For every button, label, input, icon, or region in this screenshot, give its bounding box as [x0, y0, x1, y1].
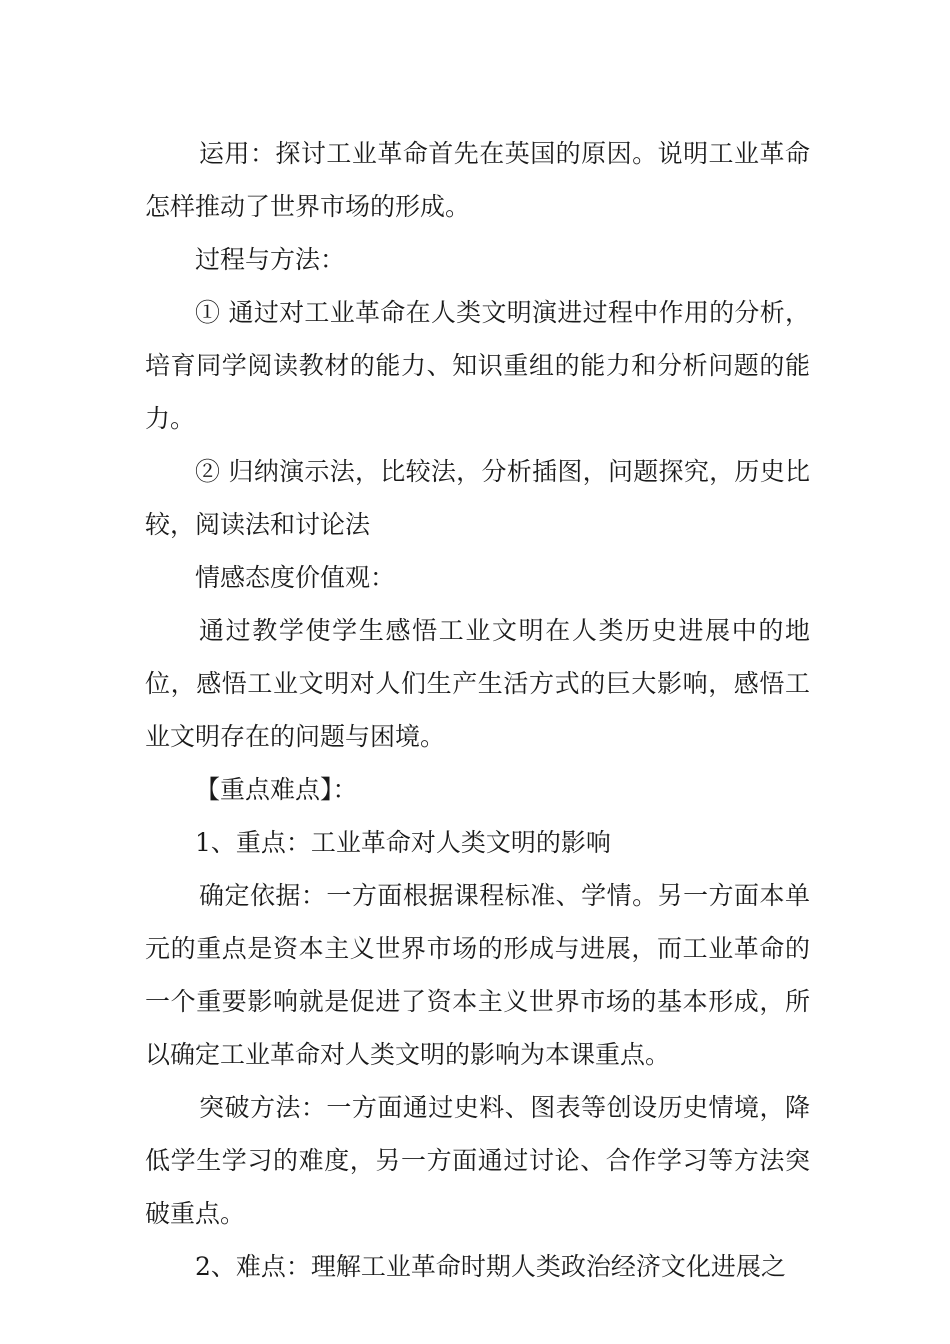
paragraph-item-2: ② 归纳演示法，比较法，分析插图，问题探究，历史比较，阅读法和讨论法	[145, 457, 810, 539]
heading-process-and-method: 过程与方法：	[195, 245, 346, 274]
paragraph-application: 运用：探讨工业革命首先在英国的原因。说明工业革命怎样推动了世界市场的形成。	[145, 139, 810, 221]
paragraph-breakthrough-method: 突破方法：一方面通过史料、图表等创设历史情境，降低学生学习的难度，另一方面通过讨论、合作学习等方法突破重点。	[145, 1093, 810, 1228]
heading-emotional-values: 情感态度价值观：	[195, 563, 396, 592]
paragraph-values: 通过教学使学生感悟工业文明在人类历史进展中的地位，感悟工业文明对人们生产生活方式的巨大影响，感悟工业文明存在的问题与困境。	[145, 616, 810, 751]
paragraph-item-1: ① 通过对工业革命在人类文明演进过程中作用的分析，培育同学阅读教材的能力、知识重组的能力和分析问题的能力。	[145, 298, 810, 433]
paragraph-basis: 确定依据：一方面根据课程标准、学情。另一方面本单元的重点是资本主义世界市场的形成与进展，而工业革命的一个重要影响就是促进了资本主义世界市场的基本形成，所以确定工业革命对人类文明的影响为本课重点。	[145, 881, 810, 1069]
paragraph-difficult-point: 2、难点：理解工业革命时期人类政治经济文化进展之	[195, 1252, 786, 1281]
heading-key-difficult-points: 【重点难点】：	[195, 775, 358, 804]
document-body	[145, 127, 810, 1293]
paragraph-key-point: 1、重点：工业革命对人类文明的影响	[195, 828, 611, 857]
